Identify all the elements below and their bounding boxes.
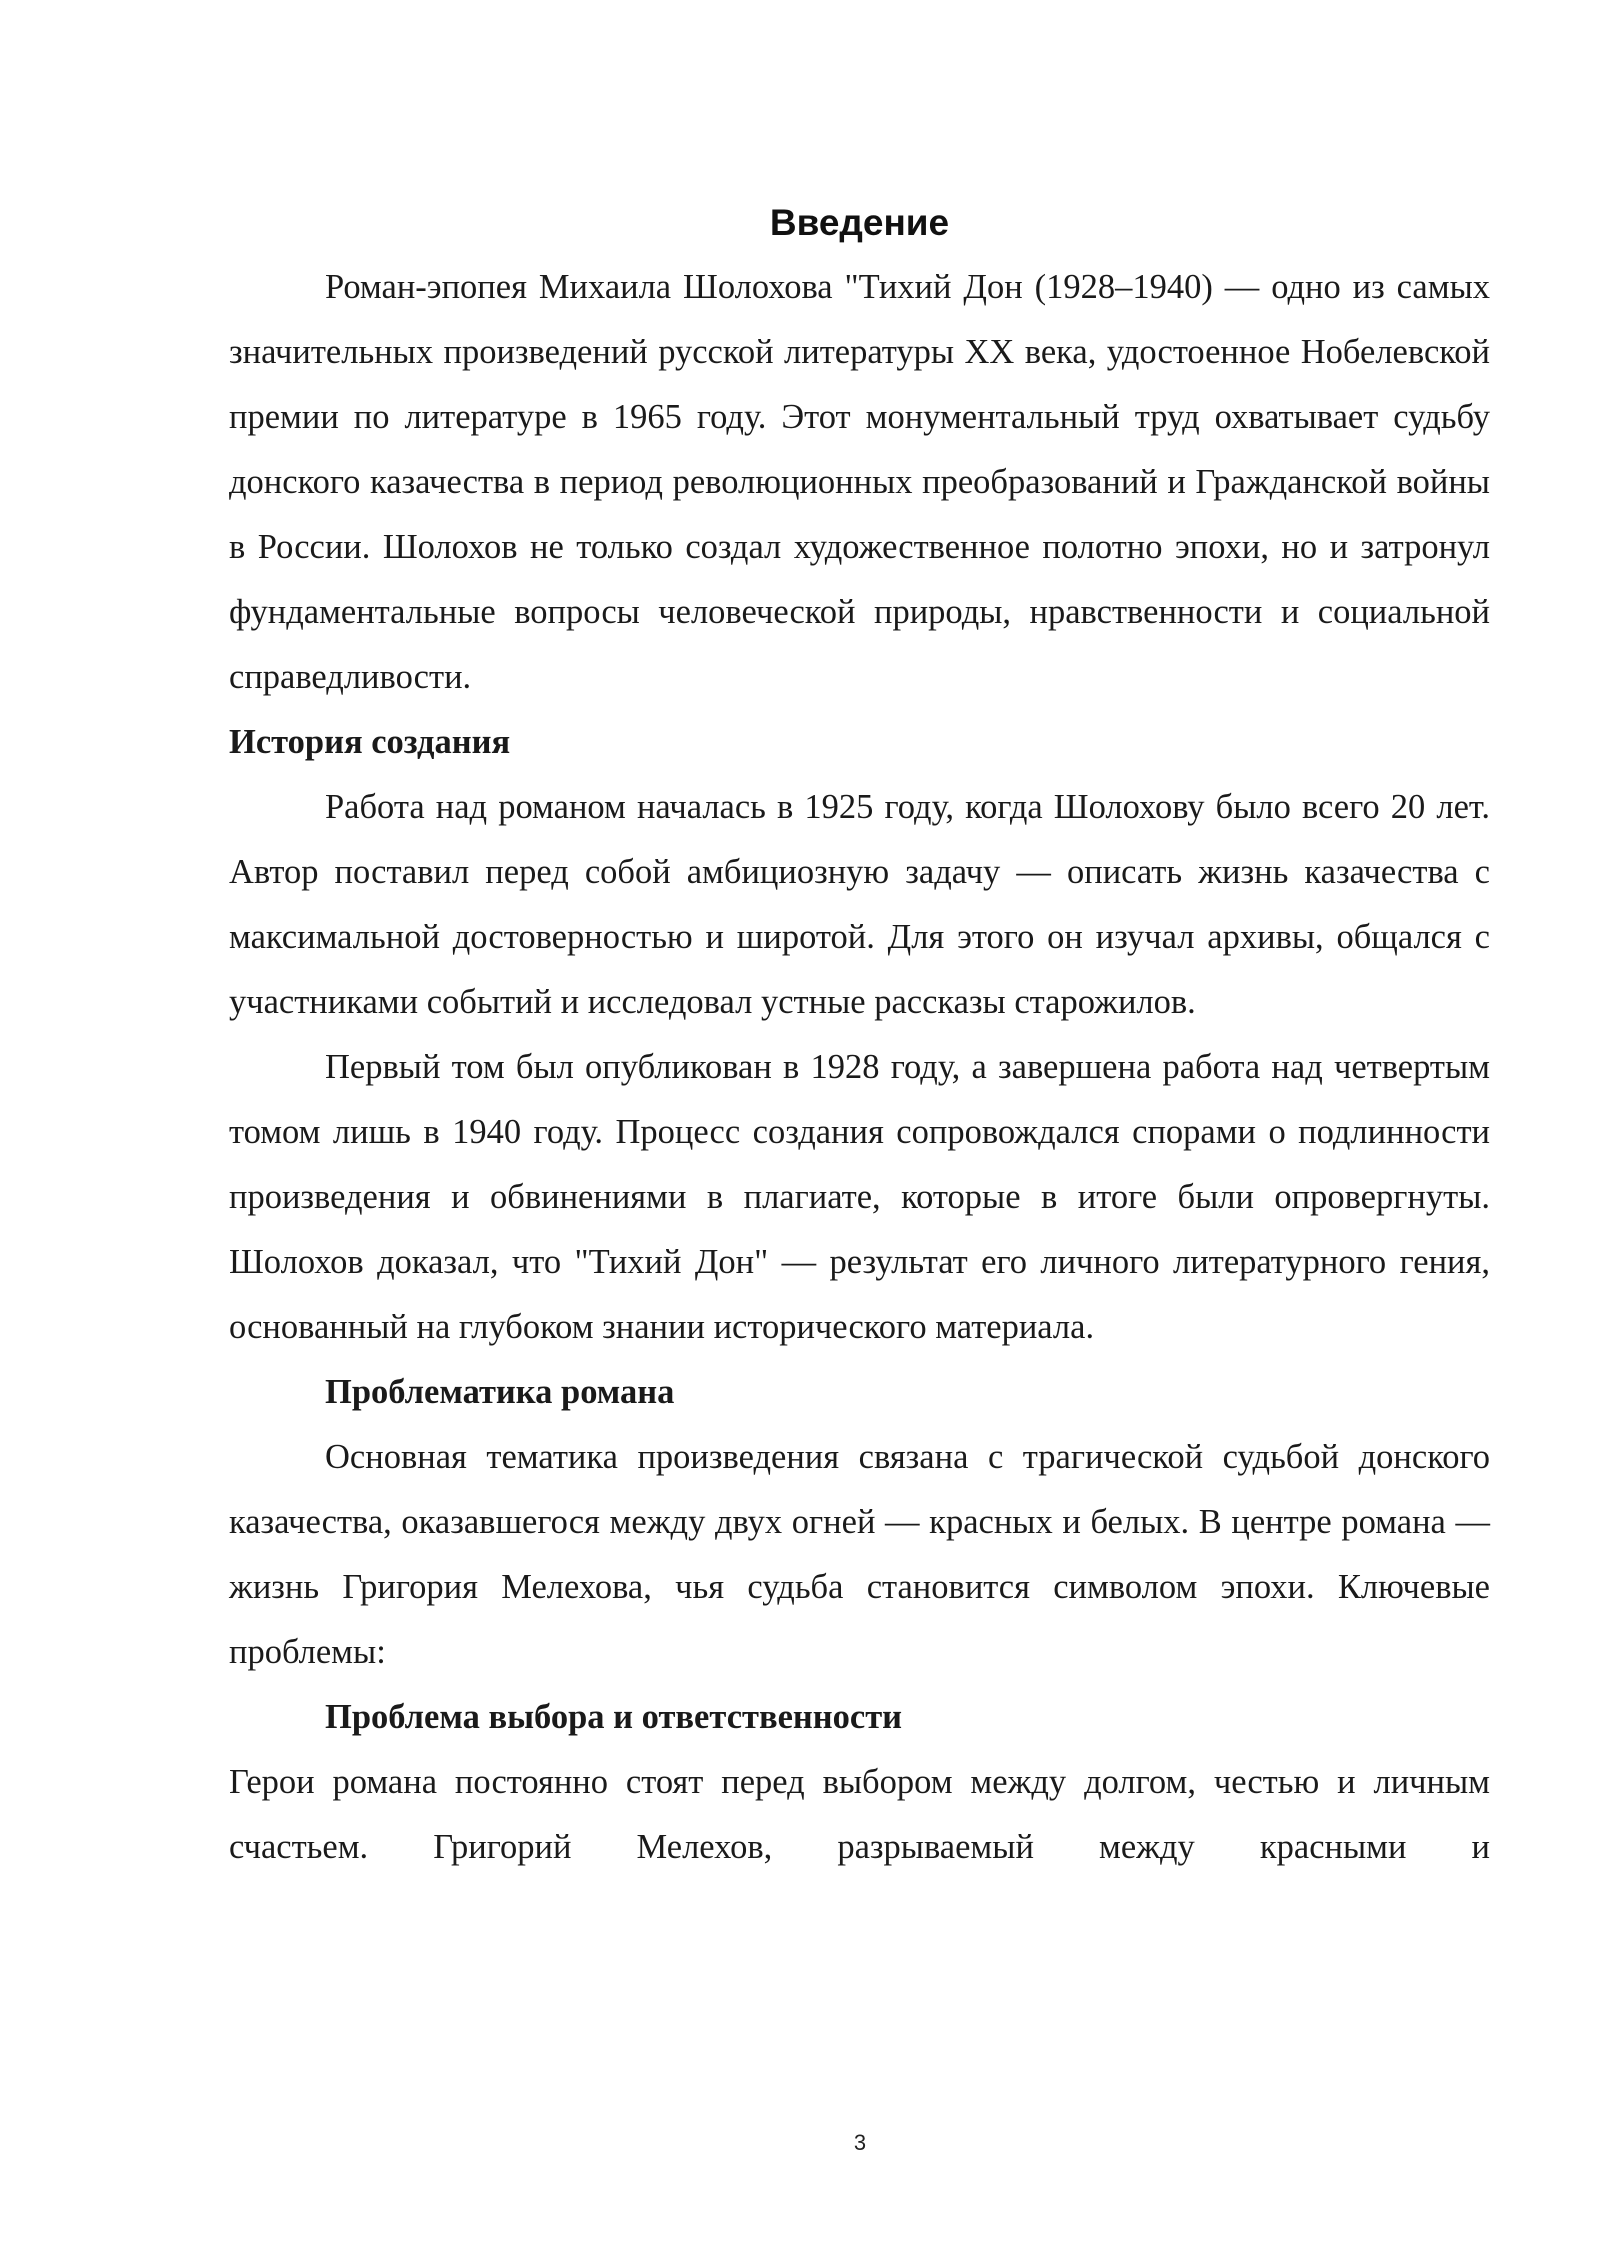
section-heading-problematics: Проблематика романа	[325, 1373, 675, 1411]
choice-paragraph: Герои романа постоянно стоят перед выбором между долгом, честью и личным счастьем. Григорий Мелехов, разрываемый между красными и	[229, 1763, 1490, 1866]
history-paragraph-1: Работа над романом началась в 1925 году, когда Шолохову было всего 20 лет. Автор поставил перед собой амбициозную задачу — описать жизнь казачества с максимальной достоверностью и широтой. Для этого он изучал архивы, общался с участниками событий и исследовал устные рассказы старожилов.	[229, 788, 1490, 1021]
document-page	[229, 190, 1490, 1880]
history-paragraph-2: Первый том был опубликован в 1928 году, а завершена работа над четвертым томом лишь в 1940 году. Процесс создания сопровождался спорами о подлинности произведения и обвинениями в плагиате, которые в итоге были опровергнуты. Шолохов доказал, что "Тихий Дон" — результат его личного литературного гения, основанный на глубоком знании исторического материала.	[229, 1048, 1490, 1346]
problematics-paragraph: Основная тематика произведения связана с трагической судьбой донского казачества, оказавшегося между двух огней — красных и белых. В центре романа — жизнь Григория Мелехова, чья судьба становится символом эпохи. Ключевые проблемы:	[229, 1438, 1490, 1671]
page-number: 3	[853, 2130, 867, 2155]
section-heading-history: История создания	[229, 723, 511, 761]
intro-paragraph: Роман-эпопея Михаила Шолохова "Тихий Дон (1928–1940) — одно из самых значительных произведений русской литературы XX века, удостоенное Нобелевской премии по литературе в 1965 году. Этот монументальный труд охватывает судьбу донского казачества в период революционных преобразований и Гражданской войны в России. Шолохов не только создал художественное полотно эпохи, но и затронул фундаментальные вопросы человеческой природы, нравственности и социальной справедливости.	[229, 268, 1490, 696]
page-title: Введение	[769, 202, 950, 243]
section-heading-choice: Проблема выбора и ответственности	[325, 1698, 903, 1736]
